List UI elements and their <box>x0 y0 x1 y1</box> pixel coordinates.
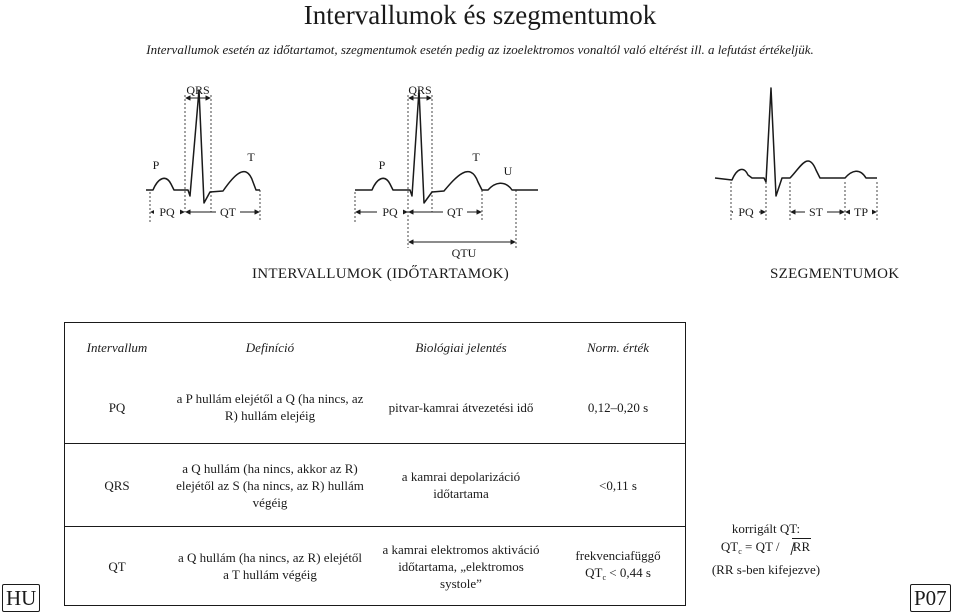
header-meaning: Biológiai jelentés <box>415 339 507 355</box>
table-row <box>65 371 685 444</box>
row-normal: 0,12–0,20 s <box>551 371 685 444</box>
pq-interval-label-2: PQ <box>377 205 403 220</box>
row-name: QT <box>108 558 126 574</box>
t-wave-label-2: T <box>472 150 480 164</box>
row-definition: a Q hullám (ha nincs, az R) elejétől a T hullám végéig <box>177 550 363 582</box>
segments-heading: SZEGMENTUMOK <box>770 266 900 282</box>
corrected-qt-unit-note: (RR s-ben kifejezve) <box>711 562 821 577</box>
formula-equals: = QT / <box>741 539 783 554</box>
page-subtitle: Intervallumok esetén az időtartamot, szegmentumok esetén pedig az izoelektromos vonaltól való eltérést ill. a lefutást értékeljük. <box>146 42 814 57</box>
row-definition: a P hullám elejétől a Q (ha nincs, az R) hullám elejéig <box>169 371 371 444</box>
qtc-symbol: QT <box>585 564 603 580</box>
qt-interval-label-2: QT <box>443 205 467 220</box>
ecg-trace-2 <box>355 90 538 203</box>
normal-value <box>557 564 679 586</box>
qrs-label-1: QRS <box>186 83 210 97</box>
t-wave-label-1: T <box>247 150 255 164</box>
row-name: QRS <box>65 444 169 527</box>
qrs-label-2: QRS <box>408 83 432 97</box>
corrected-qt-note <box>696 520 836 579</box>
intervals-heading: INTERVALLUMOK (IDŐTARTAMOK) <box>252 266 510 282</box>
qt-interval-label-1: QT <box>216 205 240 220</box>
ecg-trace-1 <box>146 90 260 203</box>
corrected-qt-formula <box>696 538 836 561</box>
table-header-row <box>65 323 685 371</box>
header-definition: Definíció <box>245 339 295 355</box>
table-row <box>65 444 685 527</box>
qtc-subscript: c <box>602 572 606 582</box>
formula-subscript: c <box>738 547 742 556</box>
page-title: Intervallumok és szegmentumok <box>303 0 657 30</box>
table-row <box>65 527 685 605</box>
page-number-badge: P07 <box>910 584 951 612</box>
row-meaning: a kamrai elektromos aktiváció időtartama, „elektromos systole” <box>382 541 540 591</box>
u-wave-label: U <box>503 164 513 178</box>
tp-segment-label: TP <box>850 205 872 220</box>
sqrt-symbol <box>783 538 811 556</box>
p-wave-label-1: P <box>152 158 160 172</box>
pq-segment-label: PQ <box>733 205 759 220</box>
header-interval: Intervallum <box>86 339 148 355</box>
qtu-interval-label: QTU <box>451 246 477 260</box>
row-normal <box>551 527 685 605</box>
formula-qt: QT <box>720 539 739 554</box>
row-meaning: a kamrai depolarizáció időtartama <box>371 444 551 527</box>
qtc-limit: < 0,44 s <box>606 564 651 580</box>
row-meaning: pitvar-kamrai átvezetési idő <box>371 371 551 444</box>
header-normal: Norm. érték <box>586 339 650 355</box>
intervals-table <box>64 322 686 606</box>
row-name: PQ <box>65 371 169 444</box>
st-segment-label: ST <box>805 205 827 220</box>
row-definition: a Q hullám (ha nincs, akkor az R) elejétől az S (ha nincs, az R) hullám végéig <box>169 444 371 527</box>
ecg-trace-3 <box>715 88 877 196</box>
language-badge: HU <box>2 584 40 612</box>
row-normal: <0,11 s <box>551 444 685 527</box>
corrected-qt-heading: korrigált QT: <box>731 521 801 536</box>
formula-rr: RR <box>792 539 811 554</box>
pq-interval-label-1: PQ <box>154 205 180 220</box>
normal-note: frekvenciafüggő <box>575 547 661 563</box>
p-wave-label-2: P <box>378 158 386 172</box>
